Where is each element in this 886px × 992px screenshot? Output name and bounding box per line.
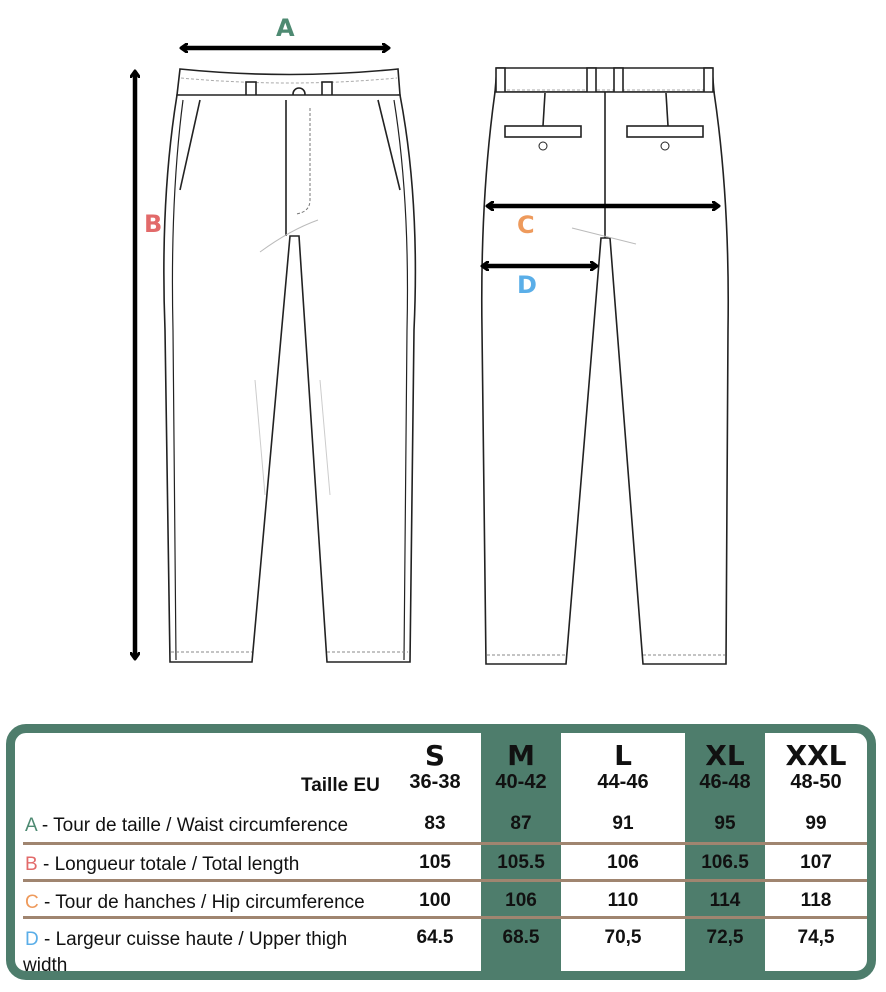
size-letter: L	[614, 739, 632, 772]
size-header-l	[561, 733, 685, 793]
size-letter: S	[424, 739, 446, 772]
cell-xxl: 74,5	[797, 927, 835, 948]
cell-xl: 114	[709, 890, 741, 911]
front-pants-outline	[164, 69, 416, 662]
label-c: C	[517, 211, 535, 239]
label-a: A	[276, 14, 295, 42]
table-row-d	[15, 927, 867, 979]
cell-l: 91	[612, 813, 634, 834]
table-row-a	[15, 813, 867, 839]
cell-xxl: 99	[805, 813, 827, 834]
row-text: - Longueur totale / Total length	[37, 854, 300, 875]
cell-l: 106	[607, 852, 639, 873]
size-letter: XL	[705, 739, 745, 772]
table-row-c	[15, 890, 867, 916]
table-row-b	[15, 852, 867, 878]
label-d: D	[517, 271, 537, 299]
row-divider	[23, 842, 867, 845]
row-label-line2: width	[23, 955, 68, 976]
size-header-xxl	[765, 733, 867, 793]
row-label	[25, 852, 299, 878]
row-key-c: C	[25, 892, 39, 913]
cell-s: 105	[419, 852, 451, 873]
taille-eu-label: Taille EU	[301, 775, 380, 796]
row-key-b: B	[25, 854, 38, 875]
row-text: - Tour de taille / Waist circumference	[36, 815, 349, 836]
cell-xl: 95	[714, 813, 736, 834]
cell-xl: 106.5	[701, 852, 749, 873]
size-range: 48-50	[790, 771, 842, 793]
size-header-m	[481, 733, 561, 793]
cell-xxl: 107	[800, 852, 832, 873]
cell-s: 83	[424, 813, 446, 834]
cell-m: 106	[505, 890, 537, 911]
size-range: 46-48	[699, 771, 751, 793]
size-header-xl	[685, 733, 765, 793]
cell-xxl: 118	[800, 890, 832, 911]
cell-l: 110	[607, 890, 639, 911]
size-range: 40-42	[495, 771, 547, 793]
size-range: 44-46	[597, 771, 649, 793]
cell-l: 70,5	[604, 927, 642, 948]
row-label	[25, 927, 347, 953]
row-label	[25, 890, 365, 916]
size-chart-table	[6, 724, 876, 980]
cell-s: 100	[419, 890, 451, 911]
row-divider	[23, 879, 867, 882]
cell-s: 64.5	[416, 927, 454, 948]
row-key-a: A	[25, 815, 37, 836]
cell-m: 87	[510, 813, 532, 834]
cell-xl: 72,5	[706, 927, 744, 948]
back-pants-outline	[482, 68, 728, 664]
size-letter: XXL	[785, 739, 847, 772]
cell-m: 105.5	[497, 852, 545, 873]
size-letter: M	[507, 739, 535, 772]
size-range: 36-38	[409, 771, 461, 793]
row-divider	[23, 916, 867, 919]
row-key-d: D	[25, 929, 39, 950]
label-b: B	[144, 210, 163, 238]
row-text: - Largeur cuisse haute / Upper thigh	[38, 929, 348, 950]
row-text: - Tour de hanches / Hip circumference	[38, 892, 365, 913]
size-header-s	[397, 733, 473, 793]
row-label	[25, 813, 348, 839]
cell-m: 68.5	[502, 927, 540, 948]
